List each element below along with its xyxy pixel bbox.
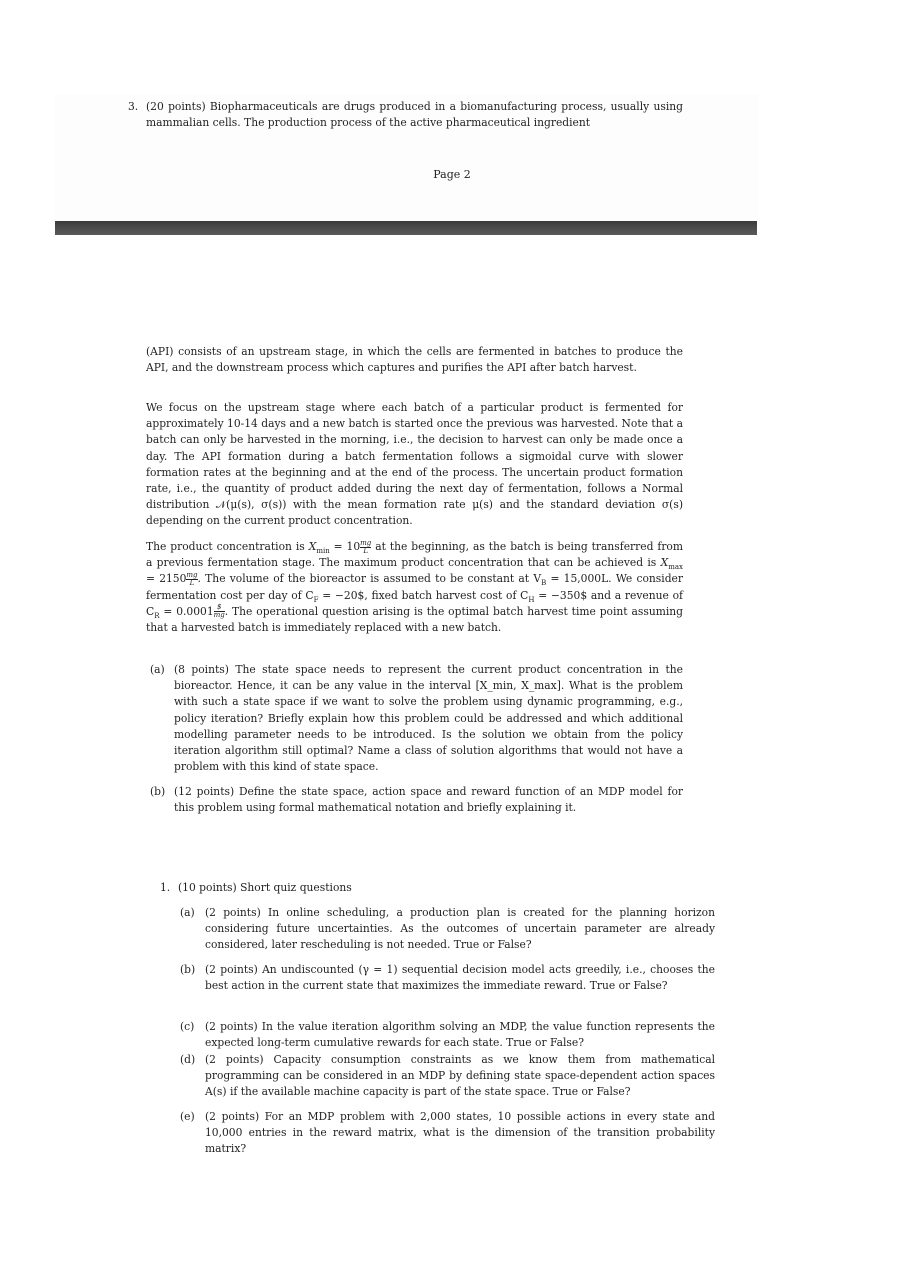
quiz-item-b-label: (b) bbox=[180, 963, 196, 976]
question-3-paragraph-1: (API) consists of an upstream stage, in which the cells are fermented in batches to produce the API, and the downstream process which captures and purifies the API after batch harvest. bbox=[146, 345, 683, 375]
quiz-item-d-text: (2 points) Capacity consumption constraints as we know them from mathematical programming can be considered in an MDP by defining state space-dependent action spaces A(s) if the available machine capacity is part of the state space. True or False? bbox=[205, 1053, 715, 1099]
quiz-item-e-text: (2 points) For an MDP problem with 2,000 states, 10 possible actions in every state and 10,000 entries in the reward matrix, what is the dimension of the transition probability matrix? bbox=[205, 1110, 715, 1156]
question-3b-text: (12 points) Define the state space, action space and reward function of an MDP model for this problem using formal mathematical notation and briefly explaining it. bbox=[174, 785, 683, 815]
page-number: Page 2 bbox=[433, 168, 471, 181]
question-3-intro: (20 points) Biopharmaceuticals are drugs produced in a biomanufacturing process, usually using mammalian cells. The production process of the active pharmaceutical ingredient bbox=[146, 100, 683, 130]
question-3-paragraph-2: We focus on the upstream stage where each batch of a particular product is fermented for approximately 10-14 days and a new batch is started once the previous was harvested. Note that a batch can only be harvested in the morning, i.e., the decision to harvest can only be made once a day. The API formation during a batch fermentation follows a sigmoidal curve with slower formation rates at the beginning and at the end of the process. The uncertain product formation rate, i.e., the quantity of product added during the next day of fermentation, follows a Normal distribution 𝒩(μ(s), σ(s)) with the mean formation rate μ(s) and the standard deviation σ(s) depending on the current product concentration. bbox=[146, 401, 683, 528]
quiz-item-a-label: (a) bbox=[180, 906, 195, 919]
question-1-title: (10 points) Short quiz questions bbox=[178, 881, 352, 894]
quiz-item-e-label: (e) bbox=[180, 1110, 195, 1123]
quiz-item-b-text: (2 points) An undiscounted (γ = 1) sequential decision model acts greedily, i.e., chooses the best action in the current state that maximizes the immediate reward. True or False? bbox=[205, 963, 715, 993]
question-3a-label: (a) bbox=[150, 663, 165, 676]
quiz-item-c-label: (c) bbox=[180, 1020, 195, 1033]
question-3a-text: (8 points) The state space needs to represent the current product concentration in the bioreactor. Hence, it can be any value in the interval [X_min, X_max]. What is the problem with such a state space if we want to solve the problem using dynamic programming, e.g., policy iteration? Briefly explain how this problem could be addressed and which additional modelling parameter needs to be introduced. Is the solution we obtain from the policy iteration algorithm still optimal? Name a class of solution algorithms that would not have a problem with this kind of state space. bbox=[174, 663, 683, 774]
quiz-item-a-text: (2 points) In online scheduling, a production plan is created for the planning horizon considering future uncertainties. As the outcomes of uncertain parameter are already considered, later rescheduling is not needed. True or False? bbox=[205, 906, 715, 952]
question-1-number: 1. bbox=[160, 881, 171, 894]
question-3-paragraph-3: The product concentration is $X_{min} = 10$ $\frac{mg}{L}$ at the beginning, as the batch is being transferred from a previous fermentation stage. The maximum product concentration that can be achieved is $X_{max} = 2150$ $\frac{mg}{L}$ . The volume of the bioreactor is assumed to be constant at $V_B = 15,000L$. We consider fermentation cost per day of $C_F$ = −20$, fixed batch harvest cost of $C_H$ = −350$ and a revenue of $C_R = 0.0001$ $\frac{\$}{mg}$ . The operational question arising is the optimal batch harvest time point assuming that a harvested batch is immediately replaced with a new batch. bbox=[146, 538, 683, 635]
question-3b-label: (b) bbox=[150, 785, 166, 798]
unit-fraction-mg-per-l: $\frac{mg}{L}$ bbox=[360, 538, 372, 555]
page-separator bbox=[55, 221, 757, 235]
unit-fraction-dollar-per-mg: $\frac{\$}{mg}$ bbox=[213, 603, 225, 620]
quiz-item-d-label: (d) bbox=[180, 1053, 196, 1066]
question-3-number: 3. bbox=[128, 100, 139, 113]
quiz-item-c-text: (2 points) In the value iteration algorithm solving an MDP, the value function represents the expected long-term cumulative rewards for each state. True or False? bbox=[205, 1020, 715, 1050]
